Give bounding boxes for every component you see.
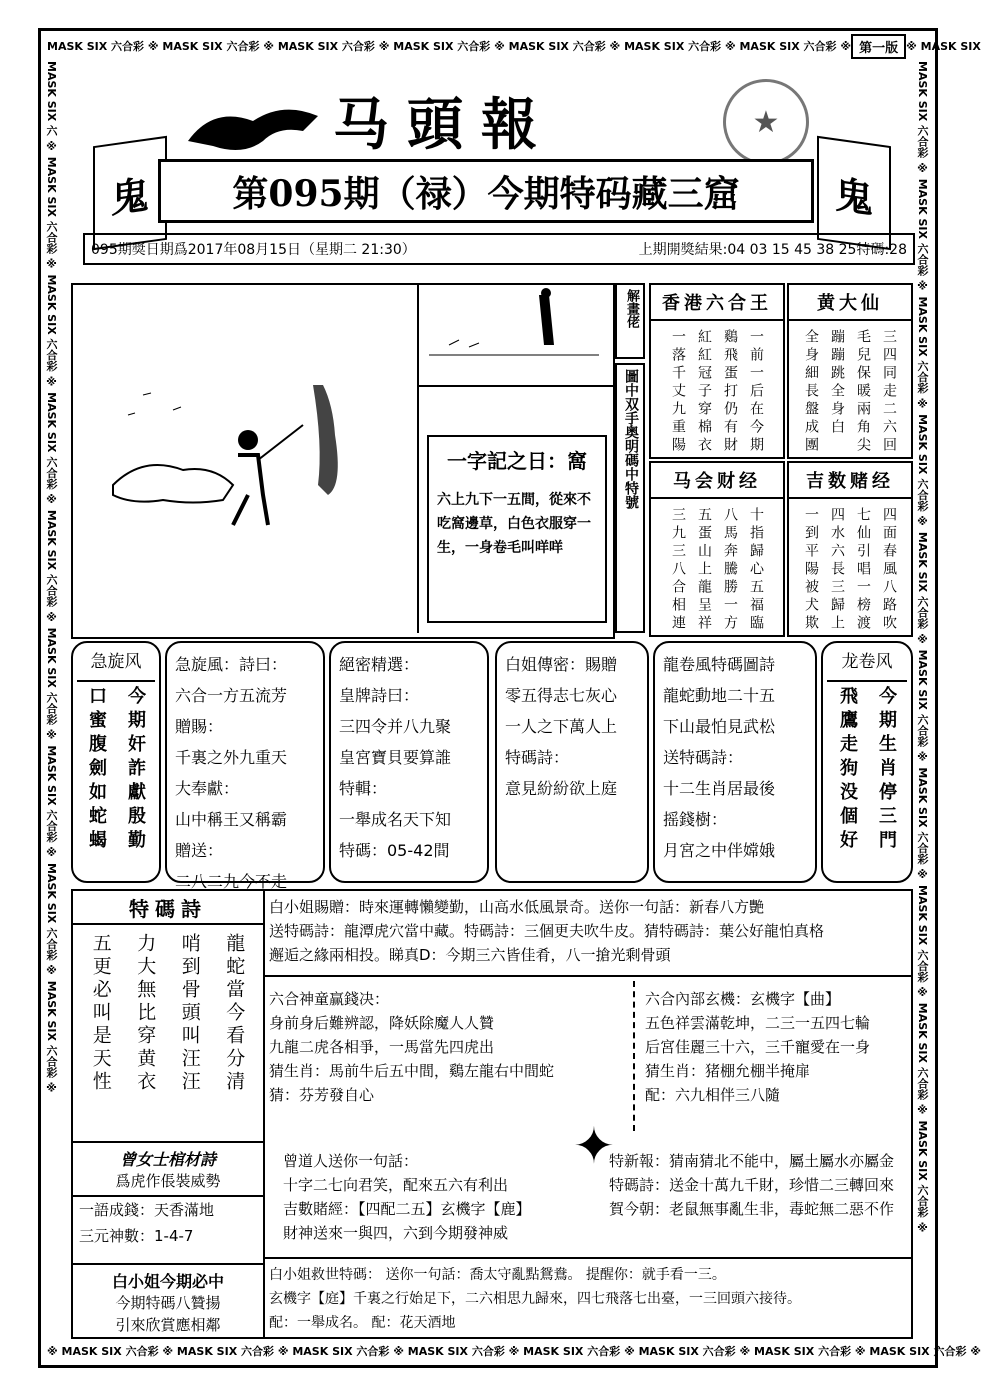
divider bbox=[265, 1257, 911, 1259]
divider bbox=[265, 975, 911, 977]
draw-info-bar bbox=[83, 233, 915, 265]
liuhe-god-line: 六合神童赢錢决： bbox=[269, 990, 390, 1008]
white-must-win-line: 引來欣賞應相鄰 bbox=[115, 1316, 221, 1334]
zeng-subtitle: 爲虎作倀裝威勢 bbox=[73, 1170, 263, 1197]
longjuan-line: 龍卷風特碼圖詩 bbox=[663, 655, 776, 674]
panel-wong-col: 三四同走二六回 bbox=[881, 329, 897, 455]
jixuan-left-title: 急旋风 bbox=[77, 647, 155, 682]
draw-date: 095期獎日期爲2017年08月15日（星期二 21:30） bbox=[91, 242, 416, 258]
panel-mahui-col: 三九三八合相連 bbox=[670, 507, 686, 633]
longjuan-right-col: 今期生肖停三門 bbox=[876, 686, 897, 854]
panel-jishu-col: 一到平陽被犬欺 bbox=[803, 507, 819, 633]
panel-wong-col: 蹦蹦跳全身白 bbox=[829, 329, 845, 437]
jixuan-left-col: 今期奸詐獻殷勤 bbox=[125, 686, 146, 854]
longjuan-right-box bbox=[821, 641, 913, 883]
header bbox=[63, 61, 911, 261]
panel-hk-col: 一前一后在今期 bbox=[748, 329, 764, 455]
zengdao-line: 吉數賭經：【四配二五】玄機字【鹿】 bbox=[283, 1200, 531, 1218]
baijie-line: 零五得志七灰心 bbox=[505, 686, 618, 705]
savior-line: 玄機字【庭】千裏之行始足下，二六相思九歸來，四七飛落七出臺，一三回頭六接待。 bbox=[269, 1291, 801, 1307]
jingxuan-line: 三四令并八九聚 bbox=[339, 717, 452, 736]
newspaper-page bbox=[38, 28, 981, 1368]
content-area bbox=[63, 61, 911, 1343]
white-must-win-line: 今期特碼八贊揚 bbox=[115, 1294, 221, 1312]
panel-jishu-title: 吉数赌经 bbox=[789, 463, 911, 499]
zeng-line: 一語成錢：天香滿地 bbox=[79, 1201, 215, 1219]
jingxuan-line: 絕密精選： bbox=[339, 655, 420, 674]
panel-mahui-title: 马会财经 bbox=[651, 463, 783, 499]
panel-jishu-col: 七仙引唱一榜渡 bbox=[855, 507, 871, 633]
longjuan-right-title: 龙卷风 bbox=[827, 647, 907, 682]
white-must-win-box bbox=[73, 1263, 265, 1339]
zeng-coffin-poem-box bbox=[73, 1141, 265, 1263]
panel-wong-col: 毛兒保暖兩角尖 bbox=[855, 329, 871, 455]
tema-poem-col: 哨到骨頭叫汪汪 bbox=[178, 933, 201, 1094]
panel-wong-tai-sin bbox=[787, 283, 913, 459]
white-gift-line: 白小姐賜贈：時來運轉懶變勤，山高水低風景奇。送你一句話：新春八方艷 bbox=[269, 898, 765, 916]
jixuan-line: 大奉獻： bbox=[175, 779, 240, 798]
panel-wong-col: 全身細長盤成團 bbox=[803, 329, 819, 455]
savior-line: 白小姐救世特碼： 送你一句話：喬太守亂點鴛鴦。 提醒你：就手看一三。 bbox=[269, 1267, 726, 1283]
jingxuan-line: 特碼：05-42間 bbox=[339, 841, 450, 860]
jixuan-line: 二八二九今不走 bbox=[175, 872, 288, 891]
white-gift-line: 送特碼詩：龍潭虎穴當中藏。特碼詩：三個更夫吹牛皮。猜特碼詩：葉公好龍怕真格 bbox=[269, 922, 825, 940]
liuhe-god-line: 猜生肖：馬前牛后五中間，鷄左龍右中間蛇 bbox=[269, 1062, 555, 1080]
ghost-banner-right: 鬼 bbox=[817, 136, 891, 250]
baijie-line: 白姐傳密：賜贈 bbox=[505, 655, 618, 674]
zengdao-line: 曾道人送你一句話： bbox=[283, 1152, 419, 1170]
white-savior-box bbox=[269, 1263, 801, 1335]
panel-mahui-col: 十指歸心五福臨 bbox=[748, 507, 764, 633]
longjuan-line: 下山最怕見武松 bbox=[663, 717, 776, 736]
headline: 第095期（禄）今期特码藏三窟 bbox=[158, 159, 814, 223]
tebao-line: 賀今朝：老鼠無事亂生非，毒蛇無二惡不作 bbox=[609, 1200, 895, 1218]
tema-poem-box bbox=[73, 891, 265, 1141]
jixuan-poem-box bbox=[165, 641, 325, 891]
bottom-section bbox=[71, 889, 913, 1339]
tebao-box bbox=[609, 1149, 894, 1221]
riddle-box bbox=[427, 435, 607, 623]
border-left bbox=[41, 61, 61, 1341]
liuhe-god-box bbox=[269, 987, 554, 1107]
horse-rider-illustration bbox=[73, 285, 419, 633]
star-ornament-icon: ✦ bbox=[573, 1117, 615, 1175]
jingxuan-box bbox=[329, 641, 489, 883]
savior-line: 配：一舉成名。 配：花天酒地 bbox=[269, 1315, 456, 1331]
panel-hk-title: 香港六合王 bbox=[651, 285, 783, 321]
jixuan-line: 千裏之外九重天 bbox=[175, 748, 288, 767]
zeng-title: 曾女士棺材詩 bbox=[119, 1150, 216, 1169]
edition-label: 第一版 bbox=[851, 34, 906, 59]
jixuan-left-box bbox=[71, 641, 161, 883]
figure-illustration bbox=[419, 285, 613, 387]
tema-poem-col: 五更必叫是天性 bbox=[89, 933, 112, 1094]
zeng-line: 三元神數：1-4-7 bbox=[79, 1227, 194, 1245]
longjuan-line: 送特碼詩： bbox=[663, 748, 744, 767]
dragon-silhouette-icon bbox=[183, 101, 323, 161]
riddle-title: 一字記之日：窩 bbox=[447, 449, 587, 473]
white-must-win-title: 白小姐今期必中 bbox=[111, 1272, 224, 1291]
zengdao-box bbox=[283, 1149, 531, 1245]
baijie-line: 特碼詩： bbox=[505, 748, 570, 767]
baijie-box bbox=[495, 641, 649, 883]
liuhe-god-line: 身前身后難辨認，降妖除魔人人贊 bbox=[269, 1014, 495, 1032]
liuhe-inner-box bbox=[645, 987, 870, 1107]
seal-star-icon: ★ bbox=[723, 79, 809, 165]
baijie-line: 意見紛紛欲上庭 bbox=[505, 779, 618, 798]
guzhong-label: 圖中双手奥明碼中特號 bbox=[615, 363, 645, 633]
jingxuan-line: 皇牌詩曰： bbox=[339, 686, 420, 705]
masthead-title: 马頭報 bbox=[333, 92, 555, 158]
liuhe-inner-line: 五色祥雲滿乾坤，二三一五四七輪 bbox=[645, 1014, 871, 1032]
liuhe-inner-line: 配：六九相伴三八隨 bbox=[645, 1086, 781, 1104]
border-right-pattern: MASK SIX 六合彩 ※ MASK SIX 六合彩 ※ MASK SIX 六合彩 ※ MASK SIX 六合彩 ※ MASK SIX 六合彩 ※ MASK SIX 六合彩 ※ MASK SIX 六合彩 ※ MASK SIX 六合彩 ※ MASK SIX 六合彩 ※ MASK SIX 六合彩 ※ bbox=[916, 61, 929, 1235]
jixuan-left-col: 口蜜腹劍如蛇蝎 bbox=[86, 686, 107, 854]
border-top-right: ※ MASK SIX bbox=[906, 39, 981, 53]
tema-poem-title: 特碼詩 bbox=[73, 891, 263, 925]
longjuan-poem-box bbox=[653, 641, 817, 883]
longjuan-line: 月宮之中伴嫦娥 bbox=[663, 841, 776, 860]
jixuan-line: 六合一方五流芳 bbox=[175, 686, 288, 705]
tebao-line: 特新報：猜南猜北不能中，屬土屬水亦屬金 bbox=[609, 1152, 895, 1170]
panel-jishu bbox=[787, 461, 913, 637]
longjuan-line: 十二生肖居最後 bbox=[663, 779, 776, 798]
panel-jishu-col: 四水六長三歸上 bbox=[829, 507, 845, 633]
liuhe-inner-line: 猜生肖：猪棚允棚半掩扉 bbox=[645, 1062, 811, 1080]
zengdao-line: 十字二七向君笑，配來五六有利出 bbox=[283, 1176, 509, 1194]
tema-poem-col: 力大無比穿黄衣 bbox=[134, 933, 157, 1094]
longjuan-right-col: 飛鷹走狗没個好 bbox=[837, 686, 858, 854]
longjuan-line: 龍蛇動地二十五 bbox=[663, 686, 776, 705]
panel-hk-col: 紅紅冠子穿棉衣 bbox=[696, 329, 712, 455]
last-result: 上期開獎結果:04 03 15 45 38 25特碼:28 bbox=[638, 242, 907, 258]
jixuan-line: 山中稱王又稱霸 bbox=[175, 810, 288, 829]
jixuan-line: 贈賜： bbox=[175, 717, 224, 736]
panel-hk-col: 鷄飛蛋打仍有財 bbox=[722, 329, 738, 455]
panel-wong-title: 黄大仙 bbox=[789, 285, 911, 321]
panel-jishu-col: 四面春風八路吹 bbox=[881, 507, 897, 633]
riddle-text: 六上九下一五間，從來不吃窩邊草，白色衣服穿一生，一身卷毛叫咩咩 bbox=[437, 492, 591, 556]
liuhe-god-line: 九龍二虎各相爭，一馬當先四虎出 bbox=[269, 1038, 495, 1056]
longjuan-line: 摇錢樹： bbox=[663, 810, 728, 829]
border-top-pattern: MASK SIX 六合彩 ※ MASK SIX 六合彩 ※ MASK SIX 六合彩 ※ MASK SIX 六合彩 ※ MASK SIX 六合彩 ※ MASK SIX 六合彩 ※ MASK SIX 六合彩 ※ bbox=[47, 40, 852, 53]
liuhe-inner-line: 后宮佳麗三十六，三千寵愛在一身 bbox=[645, 1038, 871, 1056]
jingxuan-line: 一舉成名天下知 bbox=[339, 810, 452, 829]
panel-mahui-col: 八馬奔騰勝一方 bbox=[722, 507, 738, 633]
baijie-line: 一人之下萬人上 bbox=[505, 717, 618, 736]
jiehua-label: 解畫佬 bbox=[615, 283, 645, 359]
border-top bbox=[41, 31, 981, 61]
tebao-line: 特碼詩：送金十萬九千財，珍惜二三轉回來 bbox=[609, 1176, 895, 1194]
tema-poem-col: 龍蛇當今看分清 bbox=[223, 933, 246, 1094]
jixuan-line: 急旋風：詩曰： bbox=[175, 655, 288, 674]
panel-hk-liuhe bbox=[649, 283, 785, 459]
border-left-pattern: MASK SIX 六 ※ MASK SIX 六合彩 ※ MASK SIX 六合彩 ※ MASK SIX 六合彩 ※ MASK SIX 六合彩 ※ MASK SIX 六合彩 ※ MASK SIX 六合彩 ※ MASK SIX 六合彩 ※ MASK SIX 六合彩 ※ bbox=[45, 61, 58, 1095]
border-bottom-pattern: ※ MASK SIX 六合彩 ※ MASK SIX 六合彩 ※ MASK SIX 六合彩 ※ MASK SIX 六合彩 ※ MASK SIX 六合彩 ※ MASK SIX 六合彩 ※ MASK SIX 六合彩 ※ MASK SIX 六合彩 ※ bbox=[47, 1345, 981, 1358]
divider bbox=[633, 981, 635, 1131]
white-lady-gift bbox=[269, 895, 824, 967]
white-gift-line: 邂逅之緣兩相投。睇真D：今期三六皆佳肴，八一搶光剩骨頭 bbox=[269, 946, 671, 964]
ghost-banner-left: 鬼 bbox=[93, 136, 167, 250]
zengdao-line: 財神送來一與四，六到今期發神威 bbox=[283, 1224, 509, 1242]
picture-puzzle bbox=[71, 283, 615, 639]
jingxuan-line: 皇宮寶貝要算誰 bbox=[339, 748, 452, 767]
liuhe-inner-line: 六合內部玄機：玄機字【曲】 bbox=[645, 990, 841, 1008]
panel-mahui bbox=[649, 461, 785, 637]
panel-hk-col: 一落千丈九重陽 bbox=[670, 329, 686, 455]
liuhe-god-line: 猜：芬芳發自心 bbox=[269, 1086, 375, 1104]
panel-mahui-col: 五蛋山上龍呈祥 bbox=[696, 507, 712, 633]
jingxuan-line: 特輯： bbox=[339, 779, 388, 798]
jixuan-line: 贈送： bbox=[175, 841, 224, 860]
